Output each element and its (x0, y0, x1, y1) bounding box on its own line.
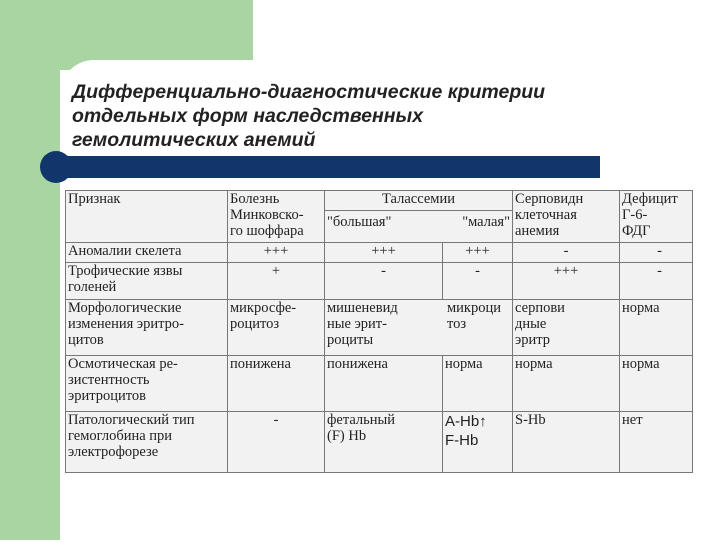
title-line-2: отдельных форм наследственных (72, 105, 424, 127)
header-thalassemia: Талассемии "большая" "малая" (325, 191, 513, 243)
cell-thal-major: - (325, 263, 443, 300)
cell-thal-major: мишеневид ные эрит- роциты (327, 300, 398, 348)
header-g6pd: Дефицит Г-6- ФДГ (620, 191, 693, 243)
cell-sickle: +++ (513, 263, 620, 300)
cell-minkowski: + (228, 263, 325, 300)
cell-thal-major: фетальный (F) Hb (325, 412, 443, 473)
cell-minkowski: понижена (228, 356, 325, 412)
cell-g6pd: - (620, 243, 693, 263)
cell-sickle: S-Hb (513, 412, 620, 473)
green-side-stripe (0, 0, 60, 540)
cell-thal-minor: A-Hb↑ F-Hb (443, 412, 513, 473)
header-thal-major: "большая" (327, 214, 392, 230)
title-line-3: гемолитических анемий (72, 129, 316, 151)
table-header-row (66, 191, 693, 243)
cell-sickle: серпови дные эритр (513, 300, 620, 356)
row-sign: Осмотическая ре- зистентность эритроцитов (66, 356, 228, 412)
header-sickle: Серповидн клеточная анемия (513, 191, 620, 243)
cell-thal-minor: микроци тоз (447, 300, 501, 332)
row-sign: Патологический тип гемоглобина при электрофорезе (66, 412, 228, 473)
table-row (66, 300, 693, 356)
cell-thalassemia-morph (325, 300, 513, 356)
title-line-1: Дифференциально-диагностические критерии (72, 81, 546, 103)
cell-thal-minor: +++ (443, 243, 513, 263)
decorative-bar-dot (40, 151, 72, 183)
row-sign: Трофические язвы голеней (66, 263, 228, 300)
slide-title (72, 80, 692, 152)
cell-minkowski: - (228, 412, 325, 473)
decorative-bar (46, 156, 600, 178)
cell-minkowski: микросфе- роцитоз (228, 300, 325, 356)
header-minkowski: Болезнь Минковско- го шоффара (228, 191, 325, 243)
cell-thal-major: +++ (325, 243, 443, 263)
criteria-table (65, 190, 693, 473)
cell-thal-minor: - (443, 263, 513, 300)
table-row (66, 263, 693, 300)
cell-sickle: - (513, 243, 620, 263)
table-row (66, 243, 693, 263)
cell-minkowski: +++ (228, 243, 325, 263)
cell-g6pd: норма (620, 356, 693, 412)
cell-thal-minor: норма (443, 356, 513, 412)
header-sign: Признак (66, 191, 228, 243)
cell-thal-major: понижена (325, 356, 443, 412)
row-sign: Морфологические изменения эритро- цитов (66, 300, 228, 356)
cell-g6pd: норма (620, 300, 693, 356)
row-sign: Аномалии скелета (66, 243, 228, 263)
cell-g6pd: - (620, 263, 693, 300)
table-row (66, 356, 693, 412)
table-row (66, 412, 693, 473)
header-thal-minor: "малая" (462, 214, 511, 230)
cell-g6pd: нет (620, 412, 693, 473)
cell-sickle: норма (513, 356, 620, 412)
